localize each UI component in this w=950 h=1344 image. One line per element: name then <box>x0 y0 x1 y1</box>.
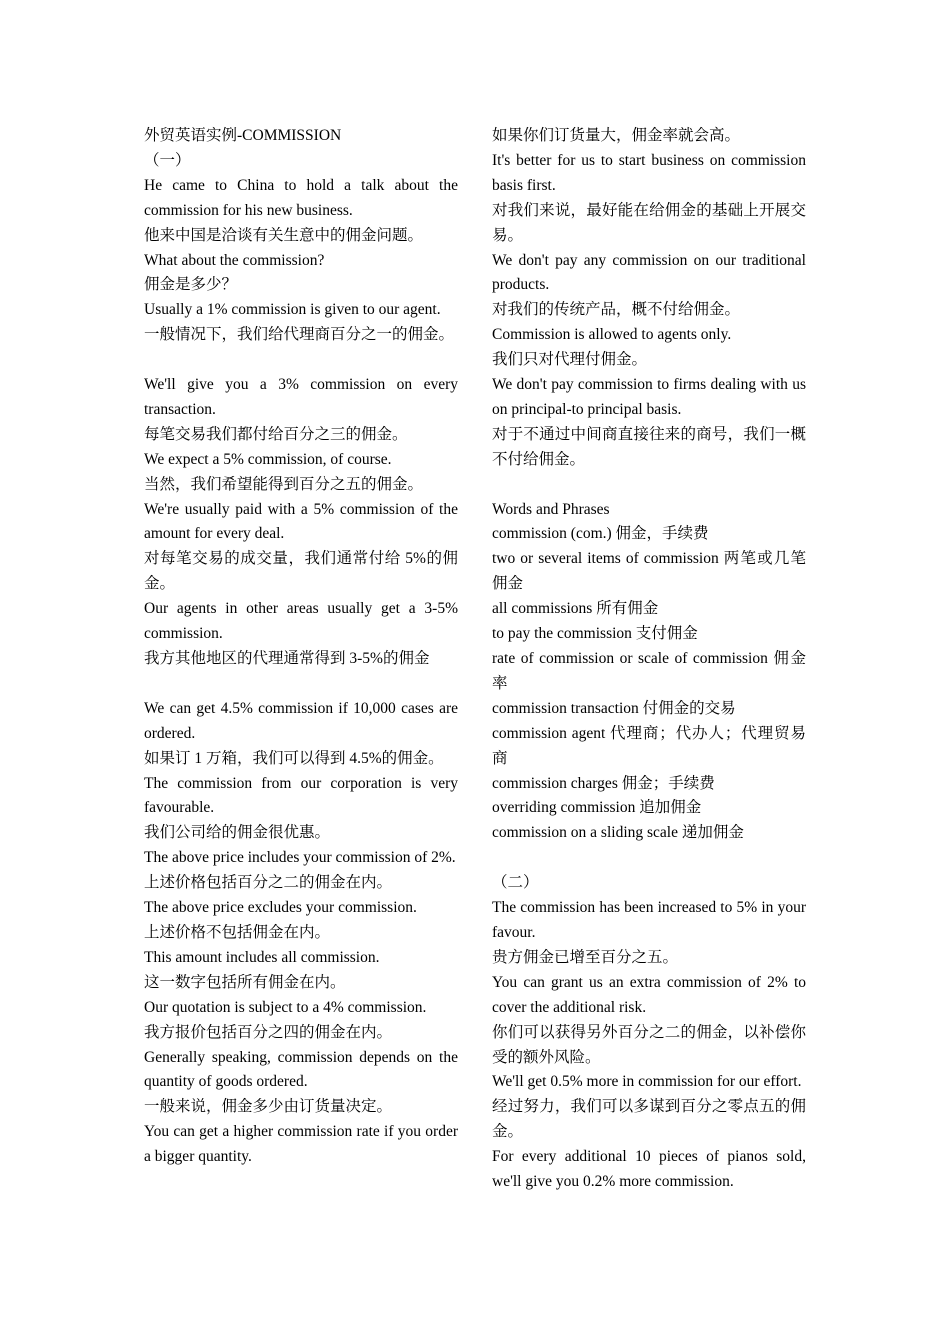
paragraph: Usually a 1% commission is given to our agent. <box>144 301 441 319</box>
paragraph: all commissions 所有佣金 <box>492 600 659 618</box>
paragraph: 他来中国是洽谈有关生意中的佣金问题。 <box>144 226 424 244</box>
paragraph: We don't pay any commission on our traditional products. <box>492 251 806 294</box>
paragraph: 上述价格不包括佣金在内。 <box>144 923 331 941</box>
paragraph: commission charges 佣金；手续费 <box>492 774 715 792</box>
paragraph <box>492 473 806 498</box>
paragraph: We're usually paid with a 5% commission of the amount for every deal. <box>144 500 458 543</box>
paragraph: 每笔交易我们都付给百分之三的佣金。 <box>144 425 408 443</box>
paragraph: We don't pay commission to firms dealing with us on principal-to principal basis. <box>492 376 806 418</box>
paragraph: 对于不通过中间商直接往来的商号，我们一概不付给佣金。 <box>492 425 806 468</box>
paragraph: 我方报价包括百分之四的佣金在内。 <box>144 1023 393 1041</box>
paragraph: The commission from our corporation is very favourable. <box>144 774 458 817</box>
paragraph: 我们公司给的佣金很优惠。 <box>144 824 331 842</box>
paragraph: This amount includes all commission. <box>144 948 380 966</box>
paragraph: 我方其他地区的代理通常得到 3-5%的佣金 <box>144 650 430 668</box>
paragraph <box>144 672 458 697</box>
paragraph: 如果你们订货量大，佣金率就会高。 <box>492 127 741 144</box>
paragraph: commission on a sliding scale 递加佣金 <box>492 824 744 842</box>
paragraph: The commission has been increased to 5% in your favour. <box>492 899 806 941</box>
paragraph: 上述价格包括百分之二的佣金在内。 <box>144 874 393 892</box>
paragraph: 一般来说，佣金多少由订货量决定。 <box>144 1098 393 1116</box>
paragraph: 一般情况下，我们给代理商百分之一的佣金。 <box>144 326 455 344</box>
left-column <box>144 124 458 1170</box>
paragraph: You can grant us an extra commission of 2% to cover the additional risk. <box>492 973 806 1016</box>
paragraph: 这一数字包括所有佣金在内。 <box>144 973 346 991</box>
paragraph: Words and Phrases <box>492 500 610 518</box>
paragraph: We'll give you a 3% commission on every transaction. <box>144 376 458 418</box>
paragraph: We can get 4.5% commission if 10,000 cases are ordered. <box>144 699 458 742</box>
paragraph: to pay the commission 支付佣金 <box>492 625 698 643</box>
paragraph: 如果订 1 万箱，我们可以得到 4.5%的佣金。 <box>144 749 444 767</box>
paragraph: two or several items of commission 两笔或几笔佣金 <box>492 550 806 593</box>
paragraph: For every additional 10 pieces of pianos sold, we'll give you 0.2% more commission. <box>492 1148 806 1191</box>
paragraph: commission agent 代理商；代办人；代理贸易商 <box>492 724 806 767</box>
paragraph: 经过努力，我们可以多谋到百分之零点五的佣金。 <box>492 1098 806 1141</box>
paragraph: 我们只对代理付佣金。 <box>492 351 648 369</box>
paragraph: commission transaction 付佣金的交易 <box>492 699 736 717</box>
paragraph: Commission is allowed to agents only. <box>492 326 732 344</box>
paragraph: commission (com.) 佣金，手续费 <box>492 525 709 543</box>
paragraph: He came to China to hold a talk about the commission for his new business. <box>144 176 458 219</box>
paragraph: （二） <box>492 874 539 892</box>
paragraph: We expect a 5% commission, of course. <box>144 450 392 468</box>
paragraph: What about the commission? <box>144 251 325 269</box>
paragraph: 对我们的传统产品，概不付给佣金。 <box>492 301 741 319</box>
paragraph: Generally speaking, commission depends on the quantity of goods ordered. <box>144 1048 458 1091</box>
paragraph: The above price includes your commission of 2%. <box>144 849 456 867</box>
paragraph: 外贸英语实例-COMMISSION <box>144 127 342 144</box>
paragraph: We'll get 0.5% more in commission for our effort. <box>492 1073 802 1091</box>
paragraph: 你们可以获得另外百分之二的佣金，以补偿你受的额外风险。 <box>492 1023 806 1066</box>
paragraph: Our agents in other areas usually get a 3-5% commission. <box>144 600 458 643</box>
paragraph: 对每笔交易的成交量，我们通常付给 5%的佣金。 <box>144 550 458 593</box>
paragraph: 佣金是多少？ <box>144 276 238 294</box>
paragraph <box>144 348 458 373</box>
paragraph: overriding commission 追加佣金 <box>492 799 702 817</box>
paragraph <box>492 846 806 871</box>
paragraph: 当然，我们希望能得到百分之五的佣金。 <box>144 475 424 493</box>
paragraph: Our quotation is subject to a 4% commission. <box>144 998 427 1016</box>
paragraph: The above price excludes your commission. <box>144 899 417 917</box>
paragraph: rate of commission or scale of commission 佣金率 <box>492 650 806 692</box>
paragraph: 对我们来说，最好能在给佣金的基础上开展交易。 <box>492 201 806 244</box>
paragraph: （一） <box>144 151 191 169</box>
right-column <box>492 124 806 1195</box>
paragraph: 贵方佣金已增至百分之五。 <box>492 948 679 966</box>
paragraph: It's better for us to start business on commission basis first. <box>492 151 806 194</box>
paragraph: You can get a higher commission rate if you order a bigger quantity. <box>144 1123 458 1166</box>
